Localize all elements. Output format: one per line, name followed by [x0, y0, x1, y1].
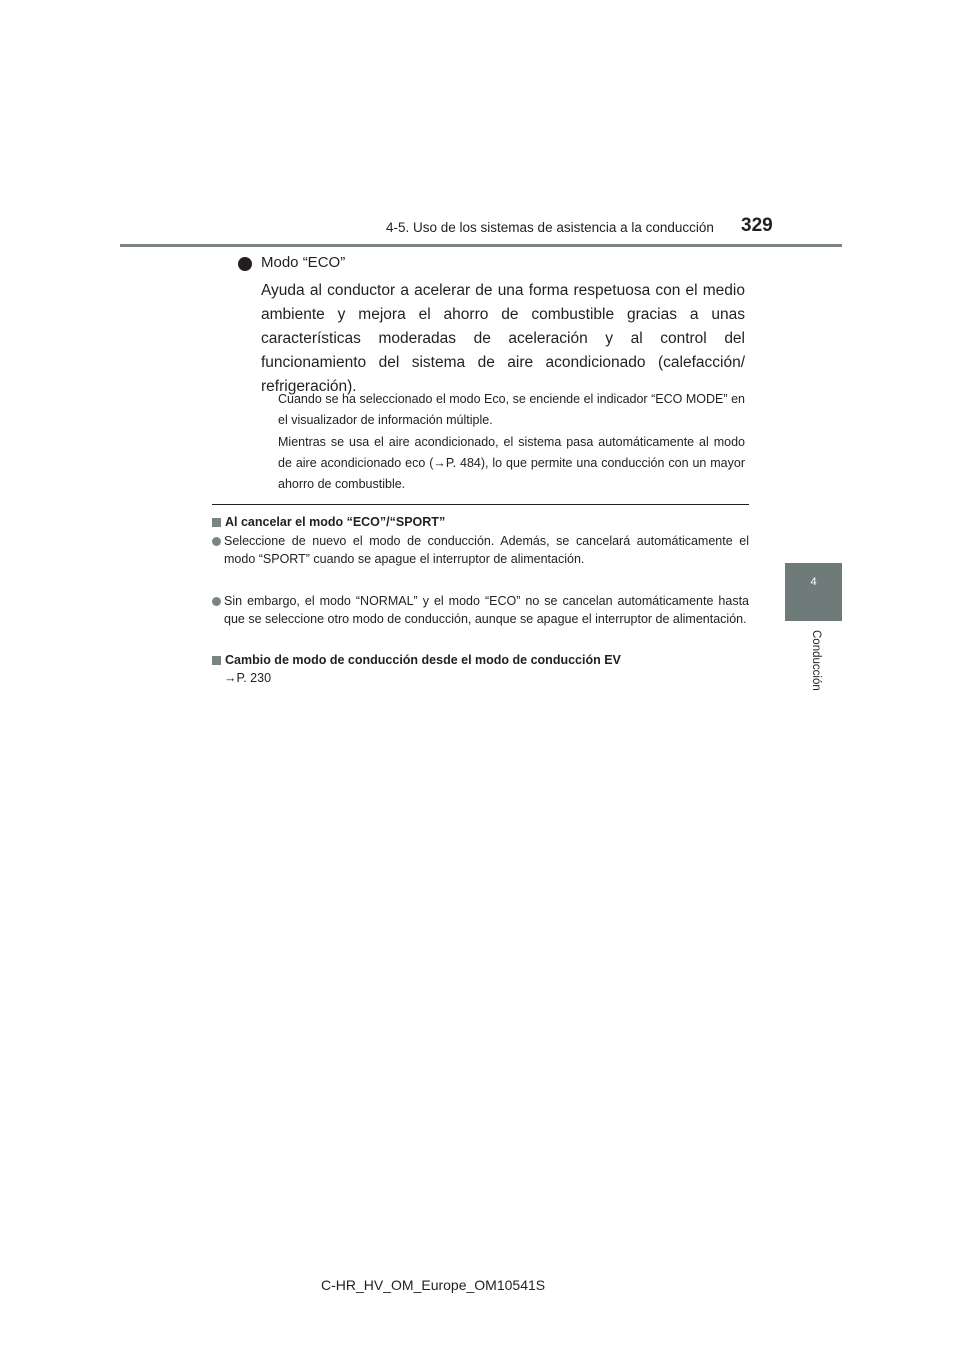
chapter-tab — [785, 563, 842, 621]
bullet-icon — [238, 257, 252, 271]
header-section-title: 4-5. Uso de los sistemas de asistencia a la conducción — [386, 220, 714, 235]
square-bullet-icon — [212, 518, 221, 527]
page-number: 329 — [741, 215, 773, 236]
square-bullet-icon — [212, 656, 221, 665]
eco-mode-heading: Modo “ECO” — [261, 254, 346, 271]
chapter-label: Conducción — [810, 630, 822, 691]
eco-mode-description: Ayuda al conductor a acelerar de una forma respetuosa con el medio ambiente y mejora el ahorro de combustible gracias a unas características moderadas de aceleración y al control del funcionamiento del sistema de aire acondicionado (calefacción/ refrigeración). — [261, 282, 745, 395]
circle-bullet-icon — [212, 597, 221, 606]
cancel-mode-item: Seleccione de nuevo el modo de conducción. Además, se cancelará automáticamente el modo “SPORT” cuando se apague el interruptor de alimentación. — [224, 534, 749, 566]
header-divider — [120, 244, 842, 247]
eco-mode-note: Mientras se usa el aire acondicionado, el sistema pasa automáticamente al modo de aire acondicionado eco (→P. 484), lo que permite una conducción con un mayor ahorro de combustible. — [278, 435, 745, 491]
cancel-mode-item: Sin embargo, el modo “NORMAL” y el modo “ECO” no se cancelan automáticamente hasta que se seleccione otro modo de conducción, aunque se apague el interruptor de alimentación. — [224, 594, 749, 626]
page-reference-link[interactable]: →P. 230 — [224, 671, 272, 685]
circle-bullet-icon — [212, 537, 221, 546]
cancel-mode-heading: Al cancelar el modo “ECO”/“SPORT” — [225, 515, 446, 529]
chapter-number: 4 — [810, 576, 817, 588]
ev-mode-change-heading: Cambio de modo de conducción desde el modo de conducción EV — [225, 653, 621, 667]
document-code: C-HR_HV_OM_Europe_OM10541S — [321, 1277, 546, 1293]
section-divider — [212, 504, 749, 505]
eco-mode-note: Cuando se ha seleccionado el modo Eco, se enciende el indicador “ECO MODE” en el visualizador de información múltiple. — [278, 392, 745, 427]
